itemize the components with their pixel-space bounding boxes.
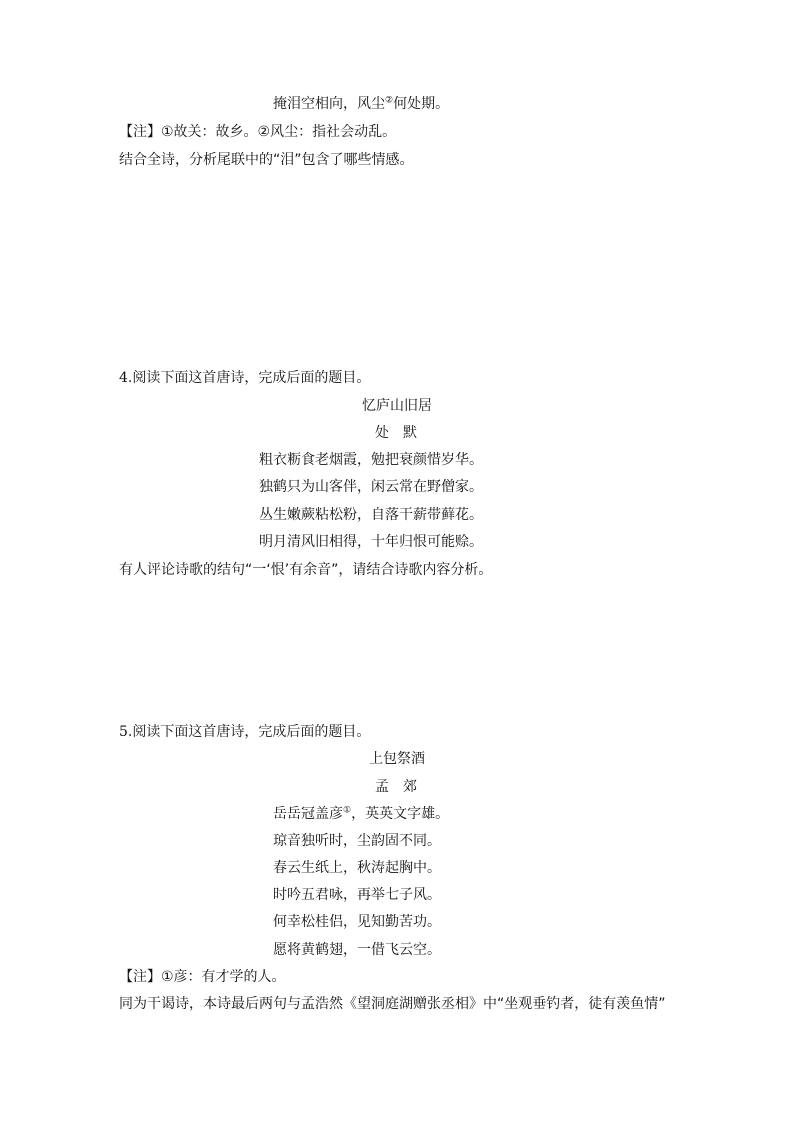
q4-number: 4 <box>119 370 128 386</box>
q5-question: 同为干谒诗，本诗最后两句与孟浩然《望洞庭湖赠张丞相》中“坐观垂钓者，徒有羡鱼情” <box>119 996 666 1012</box>
q4-poem-line: 丛生嫩蕨粘松粉，自落干薪带藓花。 <box>259 507 483 523</box>
q4-poem-line: 独鹤只为山客伴，闲云常在野僧家。 <box>259 479 483 495</box>
q5-poem-author: 孟 郊 <box>375 779 417 795</box>
q5-poem-first-line <box>273 804 449 824</box>
q3-poem-line-pre: 掩泪空相向，风尘 <box>273 96 385 112</box>
q3-note: 【注】①故关：故乡。②风尘：指社会动乱。 <box>119 124 397 140</box>
q4-question: 有人评论诗歌的结句“一‘恨’有余音”，请结合诗歌内容分析。 <box>119 562 493 578</box>
q3-question: 结合全诗，分析尾联中的“泪”包含了哪些情感。 <box>119 152 414 168</box>
q5-poem-line-post: ，英英文字雄。 <box>351 806 450 822</box>
q5-poem-line: 琼音独听时，尘韵固不同。 <box>273 833 441 849</box>
q5-instruction-text: .阅读下面这首唐诗，完成后面的题目。 <box>127 724 371 740</box>
q5-note: 【注】①彦：有才学的人。 <box>119 969 286 985</box>
q5-poem-line-pre: 岳岳冠盖彦 <box>273 806 343 822</box>
q5-footnote-mark: ① <box>343 805 352 816</box>
q4-instruction <box>119 368 370 388</box>
q5-instruction <box>119 722 370 742</box>
q4-instruction-text: .阅读下面这首唐诗，完成后面的题目。 <box>127 370 371 386</box>
q3-footnote-mark: ② <box>385 95 394 106</box>
q3-poem-last-line <box>273 94 449 114</box>
q4-poem-author: 处 默 <box>375 425 417 441</box>
q4-poem-title: 忆庐山旧居 <box>362 398 432 414</box>
q5-poem-line: 时吟五君咏，再举七子风。 <box>273 887 441 903</box>
q5-poem-line: 愿将黄鹤翅，一借飞云空。 <box>273 942 441 958</box>
q4-poem-line: 明月清风旧相得，十年归恨可能赊。 <box>259 534 483 550</box>
q5-poem-title: 上包祭酒 <box>369 751 425 767</box>
q4-poem-line: 粗衣粝食老烟霞，勉把衰颜惜岁华。 <box>259 452 483 468</box>
q5-number: 5 <box>119 724 128 740</box>
q3-poem-line-post: 何处期。 <box>393 96 450 112</box>
q5-poem-line: 春云生纸上，秋涛起胸中。 <box>273 860 441 876</box>
q5-poem-line: 何幸松桂侣，见知勤苦功。 <box>273 914 441 930</box>
